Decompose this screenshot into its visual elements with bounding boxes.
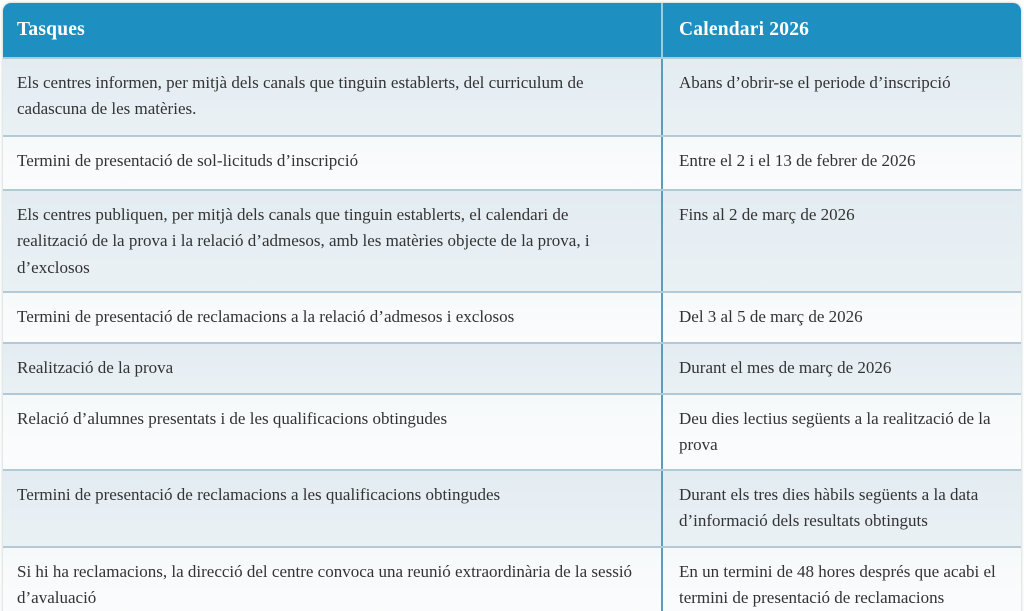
table-row (3, 189, 1021, 291)
task-cell: Termini de presentació de reclamacions a la relació d’admesos i exclosos (17, 307, 515, 327)
task-cell: Termini de presentació de reclamacions a les qualificacions obtingudes (17, 484, 501, 504)
calendar-cell: Abans d’obrir-se el periode d’inscripció (661, 59, 1021, 135)
task-cell: Els centres publiquen, per mitjà dels canals que tinguin establerts, el calendari de realització de la prova i la relació d’admesos, amb les matèries objecte de la prova, i d’exclosos (17, 205, 590, 277)
calendar-cell: Fins al 2 de març de 2026 (661, 191, 1021, 291)
calendar-cell: Durant els tres dies hàbils següents a la data d’informació dels resultats obtinguts (661, 471, 1021, 546)
table-row (3, 291, 1021, 342)
table-row (3, 546, 1021, 611)
calendar-cell: Entre el 2 i el 13 de febrer de 2026 (661, 137, 1021, 189)
table-row (3, 393, 1021, 469)
task-cell: Realització de la prova (17, 358, 174, 378)
table-row (3, 135, 1021, 189)
header-calendari: Calendari 2026 (661, 3, 1021, 57)
calendar-table (3, 3, 1021, 611)
task-cell: Si hi ha reclamacions, la direcció del centre convoca una reunió extraordinària de la sessió d’avaluació (17, 561, 633, 608)
table-row (3, 57, 1021, 135)
calendar-cell: Deu dies lectius següents a la realització de la prova (661, 395, 1021, 469)
task-cell: Termini de presentació de sol-licituds d’inscripció (17, 151, 359, 170)
table-row (3, 469, 1021, 546)
calendar-cell: Durant el mes de març de 2026 (661, 344, 1021, 393)
task-cell: Relació d’alumnes presentats i de les qualificacions obtingudes (17, 409, 448, 429)
calendar-cell: En un termini de 48 hores després que acabi el termini de presentació de reclamacions (661, 548, 1021, 611)
table-row (3, 342, 1021, 393)
task-cell: Els centres informen, per mitjà dels canals que tinguin establerts, del curriculum de cadascuna de les matèries. (17, 73, 584, 119)
calendar-cell: Del 3 al 5 de març de 2026 (661, 293, 1021, 342)
header-tasques: Tasques (17, 19, 85, 40)
table-header-row (3, 3, 1021, 57)
